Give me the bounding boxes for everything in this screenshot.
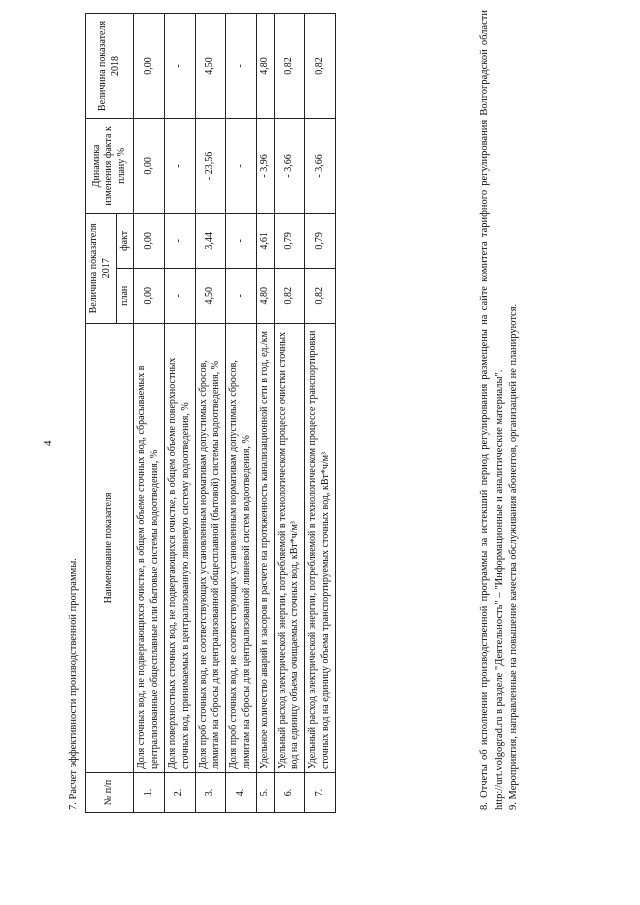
row-value-2018: - xyxy=(164,14,195,119)
row-value-2018: 4,80 xyxy=(256,14,274,119)
header-value-2018: Величина показателя 2018 xyxy=(86,14,134,119)
note-item-9: 9. Мероприятия, направленные на повышение качества обслуживания абонентов, организацией не планируются. xyxy=(508,303,520,810)
row-name: Доля сточных вод, не подвергающихся очистке, в общем объеме сточных вод, сбрасываемых в централизованные общесплавные или бытовые системы водоотведения, % xyxy=(134,323,165,772)
note-item-8: 8. Отчеты об исполнении производственной программы за истекший период регулирования размещены на сайте комитета тарифного регулирования Волгоградской области http://urt.volgograd.ru в разделе "Деятельность" – "Информационные и аналитические материалы". xyxy=(479,10,505,810)
table-row xyxy=(256,14,274,813)
row-fact: 3,44 xyxy=(195,213,226,268)
row-name: Доля проб сточных вод, не соответствующих установленным нормативам допустимых сбросов, лимитам на сбросы для централизованной общесплавной (бытовой) системы водоотведения, % xyxy=(195,323,226,772)
row-num: 5. xyxy=(256,773,274,813)
header-num: № п/п xyxy=(86,773,134,813)
row-plan: - xyxy=(226,268,257,323)
row-name: Удельный расход электрической энергии, потребляемой в технологическом процессе транспортировки сточных вод на единицу объема транспортируемых сточных вод, кВт*ч/м³ xyxy=(305,323,336,772)
table-row xyxy=(274,14,305,813)
table-row xyxy=(164,14,195,813)
row-fact: 0,79 xyxy=(274,213,305,268)
page-number: 4 xyxy=(42,440,54,446)
table-row xyxy=(305,14,336,813)
row-value-2018: 0,00 xyxy=(134,14,165,119)
row-value-2018: - xyxy=(226,14,257,119)
row-num: 1. xyxy=(134,773,165,813)
row-name: Доля проб сточных вод, не соответствующих установленным нормативам допустимых сбросов, лимитам на сбросы для централизованной ливневой систем водоотведения, % xyxy=(226,323,257,772)
row-plan: 4,50 xyxy=(195,268,226,323)
row-name: Удельное количество аварий и засоров в расчете на протяженность канализационной сети в год, ед./км xyxy=(256,323,274,772)
table-row xyxy=(195,14,226,813)
row-name: Удельный расход электрической энергии, потребляемой в технологическом процессе очистки сточных вод на единицу объема очищаемых сточных вод, кВт*ч/м³ xyxy=(274,323,305,772)
row-plan: 4,80 xyxy=(256,268,274,323)
row-fact: - xyxy=(226,213,257,268)
row-plan: 0,82 xyxy=(274,268,305,323)
table-row xyxy=(226,14,257,813)
row-value-2018: 0,82 xyxy=(305,14,336,119)
section-title: 7. Расчет эффективности производственной программы. xyxy=(68,558,79,810)
row-name: Доля поверхностных сточных вод, не подвергающихся очистке, в общем объеме поверхностных сточных вод, принимаемых в централизованную ливневую систему водоотведения, % xyxy=(164,323,195,772)
header-fact: факт xyxy=(116,213,134,268)
header-value-2017: Величина показателя 2017 xyxy=(86,213,117,323)
table-row xyxy=(134,14,165,813)
row-dynamics: 0,00 xyxy=(134,118,165,213)
row-num: 4. xyxy=(226,773,257,813)
header-name: Наименование показателя xyxy=(86,323,134,772)
row-num: 6. xyxy=(274,773,305,813)
row-value-2018: 4,50 xyxy=(195,14,226,119)
row-plan: 0,82 xyxy=(305,268,336,323)
header-plan: план xyxy=(116,268,134,323)
row-num: 3. xyxy=(195,773,226,813)
row-plan: - xyxy=(164,268,195,323)
header-dynamics: Динамика изменения факта к плану % xyxy=(86,118,134,213)
row-dynamics: - 3,66 xyxy=(274,118,305,213)
row-dynamics: - 23,56 xyxy=(195,118,226,213)
row-fact: - xyxy=(164,213,195,268)
row-plan: 0,00 xyxy=(134,268,165,323)
row-num: 7. xyxy=(305,773,336,813)
row-num: 2. xyxy=(164,773,195,813)
efficiency-table xyxy=(85,13,336,813)
row-fact: 0,00 xyxy=(134,213,165,268)
row-dynamics: - 3,96 xyxy=(256,118,274,213)
notes xyxy=(478,10,522,810)
row-value-2018: 0,82 xyxy=(274,14,305,119)
row-dynamics: - xyxy=(164,118,195,213)
row-fact: 4,61 xyxy=(256,213,274,268)
row-fact: 0,79 xyxy=(305,213,336,268)
row-dynamics: - xyxy=(226,118,257,213)
row-dynamics: - 3,66 xyxy=(305,118,336,213)
